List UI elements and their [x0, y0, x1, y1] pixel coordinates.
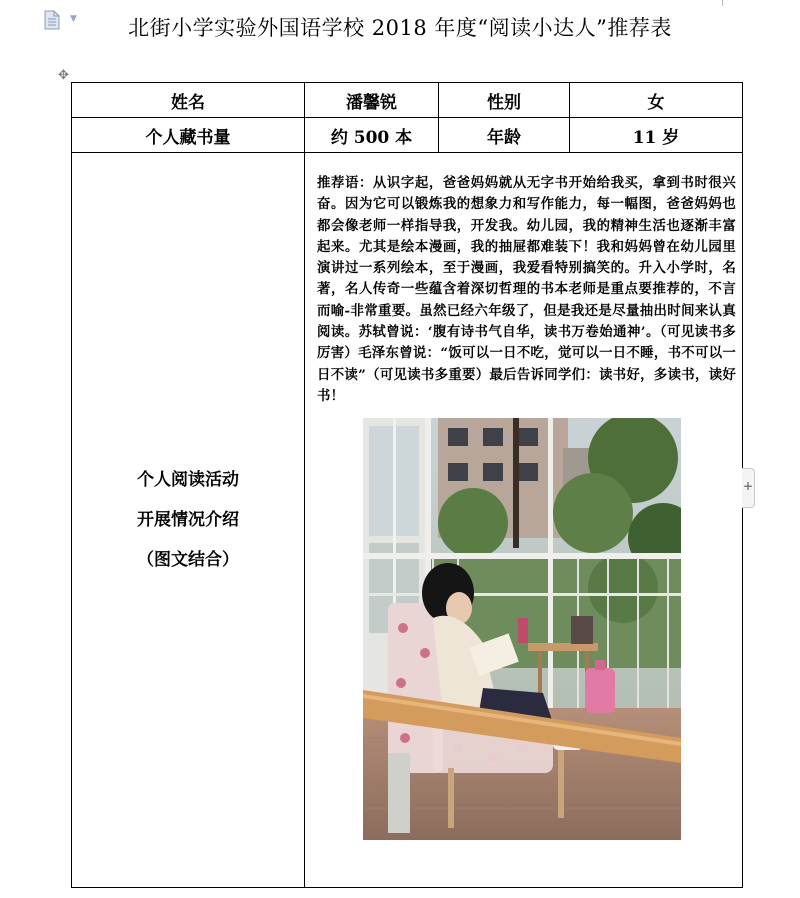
activity-label-line3: （图文结合）: [137, 550, 239, 570]
side-expand-tab[interactable]: [742, 468, 755, 508]
reading-photo: [363, 418, 681, 840]
name-value: 潘馨锐: [305, 83, 439, 118]
gender-value: 女: [570, 83, 743, 118]
table-row: [72, 118, 743, 153]
table-row: [72, 153, 743, 888]
page-edge-marker: [722, 0, 723, 6]
recommendation-text: 推荐语：从识字起，爸爸妈妈就从无字书开始给我买，拿到书时很兴奋。因为它可以锻炼我的想象力和写作能力，每一幅图，爸爸妈妈也都会像老师一样指导我，开发我。幼儿园，我的精神生活也逐渐丰富起来。尤其是绘本漫画，我的抽屉都难装下！我和妈妈曾在幼儿园里演讲过一系列绘本，至于漫画，我爱看特别搞笑的。升入小学时，名著，名人传奇一些蕴含着深切哲理的书本老师是重点要推荐的，不言而喻-非常重要。虽然已经六年级了，但是我还是尽量抽出时间来认真阅读。苏轼曾说：‘腹有诗书气自华，读书万卷始通神’。（可见读书多厉害）毛泽东曾说：“饭可以一日不吃，觉可以一日不睡，书不可以一日不读”（可见读书多重要）最后告诉同学们：读书好，多读书，读好书！: [317, 175, 736, 404]
table-row: [72, 83, 743, 118]
age-label: 年龄: [439, 118, 570, 153]
plus-icon: +: [743, 479, 754, 493]
age-value: 11 岁: [570, 118, 743, 153]
activity-label-cell: [72, 153, 305, 888]
table-move-handle-icon[interactable]: ✥: [58, 68, 69, 83]
books-value: 约 500 本: [305, 118, 439, 153]
books-label: 个人藏书量: [72, 118, 305, 153]
activity-content-cell: [305, 153, 743, 888]
recommendation-table: [71, 82, 743, 888]
gender-label: 性别: [439, 83, 570, 118]
dropdown-arrow-icon[interactable]: ▼: [70, 14, 77, 24]
name-label: 姓名: [72, 83, 305, 118]
page-title: 北街小学实验外国语学校 2018 年度“阅读小达人”推荐表: [128, 16, 672, 40]
activity-label-line1: 个人阅读活动: [137, 470, 239, 490]
activity-label-line2: 开展情况介绍: [137, 510, 239, 530]
